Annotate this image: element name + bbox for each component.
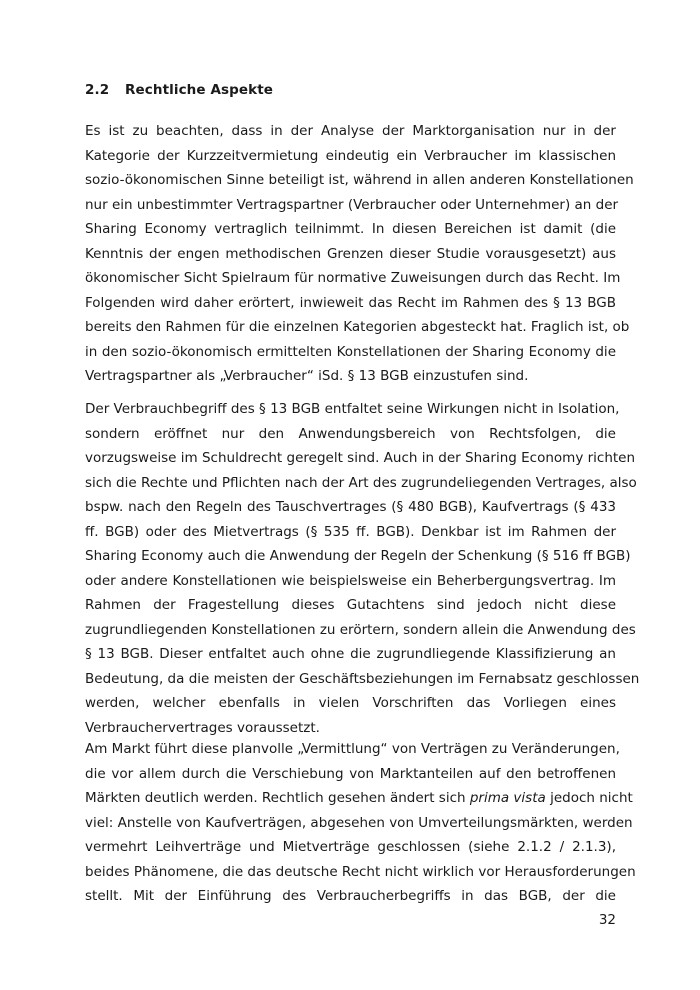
text-line: Märkten deutlich werden. Rechtlich gesehen ändert sich prima vista jedoch nicht	[85, 790, 633, 806]
text-line: Bedeutung, da die meisten der Geschäftsbeziehungen im Fernabsatz geschlossen	[85, 670, 640, 687]
text-line: Es ist zu beachten, dass in der Analyse der Marktorganisation nur in der	[85, 123, 616, 139]
text-line: oder andere Konstellationen wie beispielsweise ein Beherbergungsvertrag. Im	[85, 572, 616, 589]
italic-phrase: prima vista	[469, 790, 546, 806]
text-line: Am Markt führt diese planvolle „Vermittlung“ von Verträgen zu Veränderungen,	[85, 741, 620, 757]
text-line: sozio-ökonomischen Sinne beteiligt ist, während in allen anderen Konstellationen	[85, 172, 634, 188]
text-line: Verbrauchervertrages voraussetzt.	[85, 719, 320, 736]
text-line: nur ein unbestimmter Vertragspartner (Verbraucher oder Unternehmer) an der	[85, 196, 619, 213]
paragraph-3	[85, 737, 636, 909]
text-line: werden, welcher ebenfalls in vielen Vorschriften das Vorliegen eines	[85, 695, 616, 711]
text-line: in den sozio-ökonomisch ermittelten Konstellationen der Sharing Economy die	[85, 343, 616, 360]
section-heading	[85, 82, 273, 98]
text-line: viel: Anstelle von Kaufverträgen, abgesehen von Umverteilungsmärkten, werden	[85, 814, 633, 831]
paragraph-2	[85, 397, 640, 740]
paragraph-1	[85, 119, 634, 389]
text-line: Kategorie der Kurzzeitvermietung eindeutig ein Verbraucher im klassischen	[85, 147, 616, 164]
text-line: Folgenden wird daher erörtert, inwieweit das Recht im Rahmen des § 13 BGB	[85, 294, 616, 311]
section-title: Rechtliche Aspekte	[125, 82, 274, 98]
page-number: 32	[598, 912, 616, 928]
text-line: die vor allem durch die Verschiebung von Marktanteilen auf den betroffenen	[85, 765, 616, 782]
text-line: § 13 BGB. Dieser entfaltet auch ohne die zugrundliegende Klassifizierung an	[85, 646, 616, 662]
text-line: vorzugsweise im Schuldrecht geregelt sind. Auch in der Sharing Economy richten	[85, 450, 636, 466]
text-line: Sharing Economy auch die Anwendung der Regeln der Schenkung (§ 516 ff BGB)	[85, 548, 631, 564]
text-line: bereits den Rahmen für die einzelnen Kategorien abgesteckt hat. Fraglich ist, ob	[85, 319, 630, 335]
text-line: zugrundliegenden Konstellationen zu erörtern, sondern allein die Anwendung des	[85, 621, 636, 638]
text-line: ökonomischer Sicht Spielraum für normative Zuweisungen durch das Recht. Im	[85, 270, 621, 286]
text-line: ff. BGB) oder des Mietvertrags (§ 535 ff. BGB). Denkbar ist im Rahmen der	[85, 523, 616, 540]
text-line: Sharing Economy vertraglich teilnimmt. In diesen Bereichen ist damit (die	[85, 221, 616, 237]
text-line: vermehrt Leihverträge und Mietverträge geschlossen (siehe 2.1.2 / 2.1.3),	[85, 839, 616, 855]
text-line: stellt. Mit der Einführung des Verbraucherbegriffs in das BGB, der die	[85, 888, 616, 904]
text-line: bspw. nach den Regeln des Tauschvertrages (§ 480 BGB), Kaufvertrags (§ 433	[85, 499, 616, 515]
text-line: sondern eröffnet nur den Anwendungsbereich von Rechtsfolgen, die	[85, 425, 616, 442]
text-line: Rahmen der Fragestellung dieses Gutachtens sind jedoch nicht diese	[85, 597, 616, 613]
section-number: 2.2	[85, 82, 110, 98]
text-line: Kenntnis der engen methodischen Grenzen dieser Studie vorausgesetzt) aus	[85, 245, 616, 262]
text-line: Der Verbrauchbegriff des § 13 BGB entfaltet seine Wirkungen nicht in Isolation,	[85, 401, 620, 417]
text-line: Vertragspartner als „Verbraucher“ iSd. § 13 BGB einzustufen sind.	[85, 368, 529, 384]
text-line: sich die Rechte und Pflichten nach der Art des zugrundeliegenden Vertrages, also	[85, 474, 637, 491]
text-line: beides Phänomene, die das deutsche Recht nicht wirklich vor Herausforderungen	[85, 863, 636, 880]
